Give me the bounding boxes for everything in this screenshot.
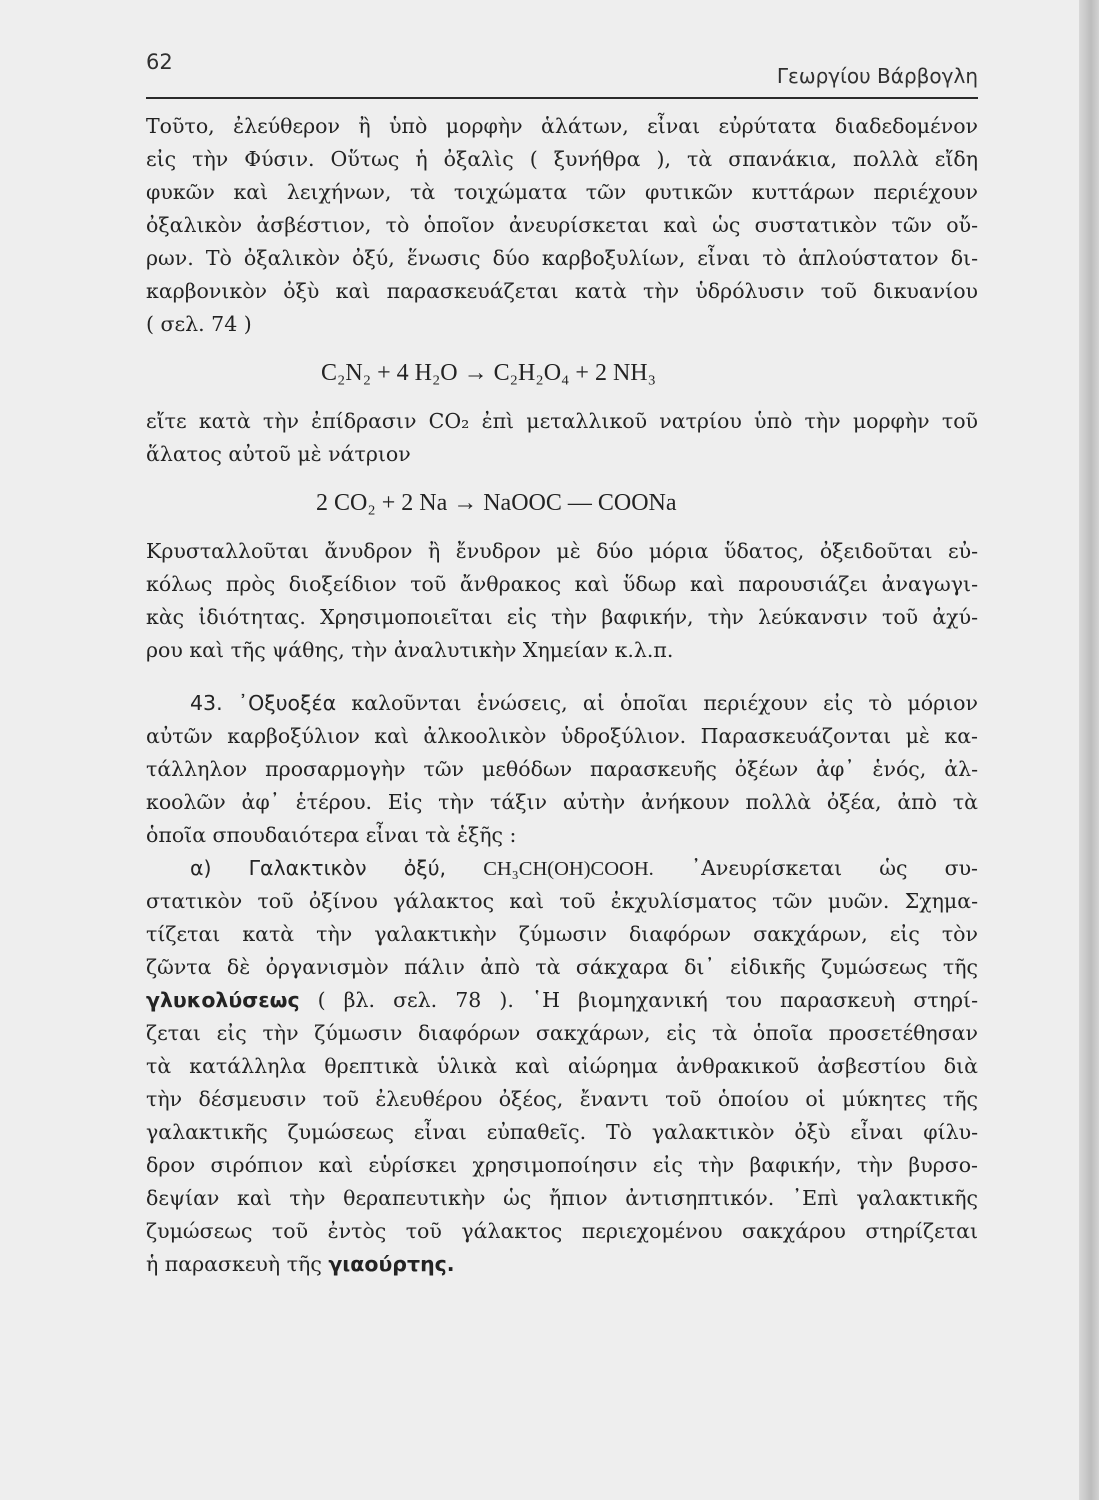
page-edge	[1079, 0, 1099, 1500]
text-line: τίζεται κατὰ τὴν γαλακτικὴν ζύμωσιν διαφόρων σακχάρων, εἰς τὸν	[146, 922, 978, 946]
text-line: δεψίαν καὶ τὴν θεραπευτικὴν ὡς ἤπιον ἀντισηπτικόν. ᾿Επὶ γαλακτικῆς	[146, 1186, 978, 1210]
text-line: αὐτῶν καρβοξύλιον καὶ ἀλκοολικὸν ὑδροξύλιον. Παρασκευάζονται μὲ κα-	[146, 724, 978, 748]
text-line: κόλως πρὸς διοξείδιον τοῦ ἄνθρακος καὶ ὕδωρ καὶ παρουσιάζει ἀναγωγι-	[146, 572, 978, 596]
text-line: ρων. Τὸ ὀξαλικὸν ὀξύ, ἕνωσις δύο καρβοξυλίων, εἶναι τὸ ἁπλούστατον δι-	[146, 246, 978, 270]
text-line: φυκῶν καὶ λειχήνων, τὰ τοιχώματα τῶν φυτικῶν κυττάρων περιέχουν	[146, 180, 978, 204]
page-body	[146, 110, 978, 1281]
text-line: τὴν δέσμευσιν τοῦ ἐλευθέρου ὀξέος, ἔναντι τοῦ ὁποίου οἱ μύκητες τῆς	[146, 1087, 978, 1111]
text-fragment: ( βλ. σελ. 78 ). ῾Η βιομηχανική του παρασκευὴ στηρί-	[317, 988, 978, 1012]
text-line: ζεται εἰς τὴν ζύμωσιν διαφόρων σακχάρων, εἰς τὰ ὁποῖα προσετέθησαν	[146, 1021, 978, 1045]
text-line: ρου καὶ τῆς ψάθης, τὴν ἀναλυτικὴν Χημείαν κ.λ.π.	[146, 638, 674, 662]
text-line: ζυμώσεως τοῦ ἐντὸς τοῦ γάλακτος περιεχομένου σακχάρου στηρίζεται	[146, 1219, 978, 1243]
item-text: ᾿Ανευρίσκεται ὡς συ-	[690, 856, 978, 880]
text-line: ὁποῖα σπουδαιότερα εἶναι τὰ ἑξῆς :	[146, 823, 517, 847]
text-line: καρβονικὸν ὀξὺ καὶ παρασκευάζεται κατὰ τὴν ὑδρόλυσιν τοῦ δικυανίου	[146, 279, 978, 303]
section-heading-line	[146, 687, 978, 720]
item-formula: CH₃CH(OH)COOH.	[483, 858, 654, 880]
text-line: τὰ κατάλληλα θρεπτικὰ ὑλικὰ καὶ αἰώρημα ἀνθρακικοῦ ἀσβεστίου διὰ	[146, 1054, 978, 1078]
text-fragment: ἡ παρασκευὴ τῆς	[146, 1252, 322, 1276]
paragraph-properties	[146, 535, 978, 667]
page-header	[146, 50, 978, 90]
text-line: εἰς τὴν Φύσιν. Οὕτως ἡ ὀξαλὶς ( ξυνήθρα ), τὰ σπανάκια, πολλὰ εἴδη	[146, 147, 978, 171]
text-line-with-bold	[146, 1248, 978, 1281]
section-text: καλοῦνται ἑνώσεις, αἱ ὁποῖαι περιέχουν εἰς τὸ μόριον	[351, 691, 978, 715]
text-line: γαλακτικῆς ζυμώσεως εἶναι εὐπαθεῖς. Τὸ γαλακτικὸν ὀξὺ εἶναι φίλυ-	[146, 1120, 978, 1144]
running-head: Γεωργίου Βάρβογλη	[776, 64, 978, 88]
paragraph-oxalic-occurrence	[146, 110, 978, 341]
reaction-formula-hydrolysis: C₂N₂ + 4 H₂O → C₂H₂O₄ + 2 NH₃	[321, 360, 656, 386]
paragraph-sodium-route	[146, 405, 978, 471]
reaction-formula-sodium: 2 CO₂ + 2 Na → NaOOC — COONa	[316, 490, 677, 516]
item-lactic-acid	[146, 852, 978, 1281]
text-line: Τοῦτο, ἐλεύθερον ἢ ὑπὸ μορφὴν ἁλάτων, εἶναι εὐρύτατα διαδεδομένον	[146, 114, 978, 138]
text-line: τάλληλον προσαρμογὴν τῶν μεθόδων παρασκευῆς ὀξέων ἀφ᾿ ἑνός, ἀλ-	[146, 757, 978, 781]
header-rule	[146, 97, 978, 99]
bold-term: γλυκολύσεως	[146, 988, 300, 1012]
text-line: ἅλατος αὐτοῦ μὲ νάτριον	[146, 442, 411, 466]
text-line: ( σελ. 74 )	[146, 312, 252, 336]
spacer	[146, 667, 978, 687]
item-label: α) Γαλακτικὸν ὀξύ,	[190, 856, 447, 880]
text-line: κοολῶν ἀφ᾿ ἑτέρου. Εἰς τὴν τάξιν αὐτὴν ἀνήκουν πολλὰ ὀξέα, ἀπὸ τὰ	[146, 790, 978, 814]
text-line: ὀξαλικὸν ἀσβέστιον, τὸ ὁποῖον ἀνευρίσκεται καὶ ὡς συστατικὸν τῶν οὔ-	[146, 213, 978, 237]
bold-term: γιαούρτης.	[328, 1252, 455, 1276]
item-heading-line	[146, 852, 978, 885]
text-line: εἴτε κατὰ τὴν ἐπίδρασιν CO₂ ἐπὶ μεταλλικοῦ νατρίου ὑπὸ τὴν μορφὴν τοῦ	[146, 409, 978, 433]
section-number: 43.	[190, 691, 223, 715]
text-line: Κρυσταλλοῦται ἄνυδρον ἢ ἔνυδρον μὲ δύο μόρια ὕδατος, ὀξειδοῦται εὐ-	[146, 539, 978, 563]
text-line: στατικὸν τοῦ ὀξίνου γάλακτος καὶ τοῦ ἐκχυλίσματος τῶν μυῶν. Σχημα-	[146, 889, 978, 913]
page-number: 62	[146, 50, 173, 74]
text-line: κὰς ἰδιότητας. Χρησιμοποιεῖται εἰς τὴν βαφικήν, τὴν λεύκανσιν τοῦ ἀχύ-	[146, 605, 978, 629]
section-title: ᾿Οξυοξέα	[237, 691, 337, 715]
text-line-with-bold	[146, 984, 978, 1017]
text-line: ζῶντα δὲ ὀργανισμὸν πάλιν ἀπὸ τὰ σάκχαρα δι᾿ εἰδικῆς ζυμώσεως τῆς	[146, 955, 978, 979]
text-line: δρον σιρόπιον καὶ εὑρίσκει χρησιμοποίησιν εἰς τὴν βαφικήν, τὴν βυρσο-	[146, 1153, 978, 1177]
section-43	[146, 687, 978, 852]
